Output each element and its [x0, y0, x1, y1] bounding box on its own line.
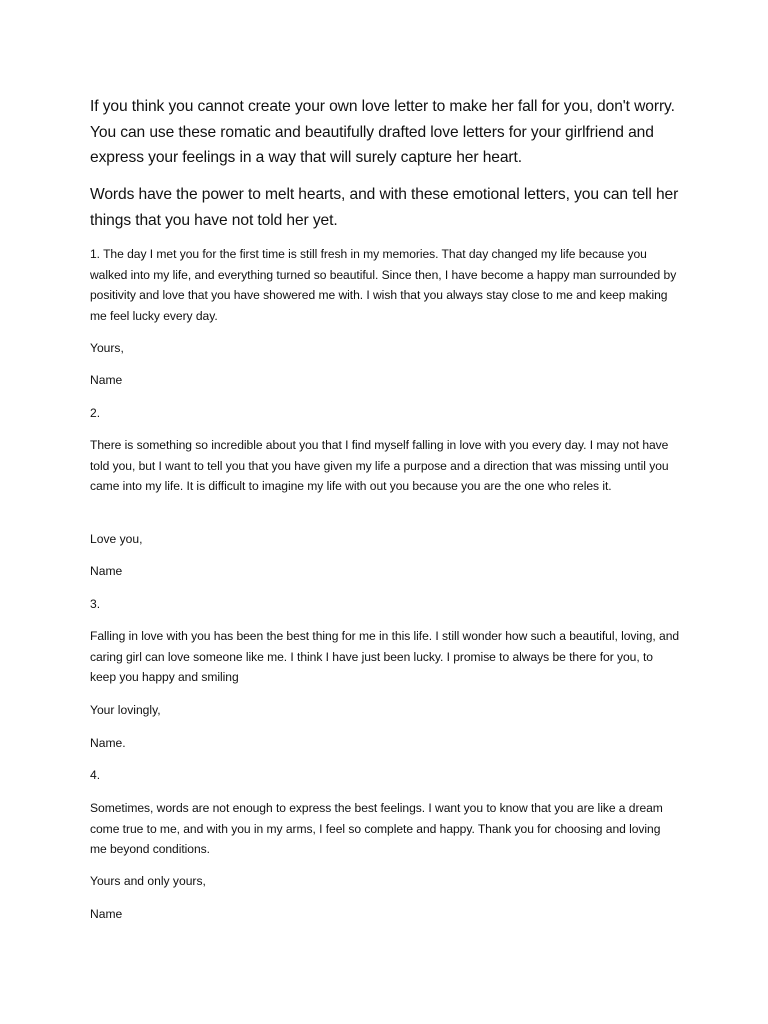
- letter-1-body: [90, 244, 680, 326]
- letter-2-body: There is something so incredible about you that I find myself falling in love with you every day. I may not have told you, but I want to tell you that you have given my life a purpose and a direction that was missing until you came into my life. It is difficult to imagine my life with out you because you are the one who reles it.: [90, 438, 669, 493]
- letter-1-number: 1.: [90, 247, 100, 261]
- letter-2-closing: Love you,: [90, 532, 143, 546]
- letter-4-body: Sometimes, words are not enough to express the best feelings. I want you to know that you are like a dream come true to me, and with you in my arms, I feel so complete and happy. Thank you for choosing and loving me beyond conditions.: [90, 801, 663, 856]
- letter-3-signature: Name.: [90, 736, 126, 750]
- intro-paragraph-1: If you think you cannot create your own love letter to make her fall for you, don't worry. You can use these romatic and beautifully drafted love letters for your girlfriend and express your feelings in a way that will surely capture her heart.: [90, 98, 675, 166]
- letter-3-number: 3.: [90, 597, 101, 611]
- letter-4-closing: Yours and only yours,: [90, 874, 206, 888]
- intro-paragraph-2: Words have the power to melt hearts, and with these emotional letters, you can tell her things that you have not told her yet.: [90, 186, 679, 229]
- letter-2-number: 2.: [90, 406, 101, 420]
- letter-3-body: Falling in love with you has been the best thing for me in this life. I still wonder how such a beautiful, loving, and caring girl can love someone like me. I think I have just been lucky. I promise to always be there for you, to keep you happy and smiling: [90, 629, 680, 684]
- letter-2-signature: Name: [90, 564, 123, 578]
- letter-3-closing: Your lovingly,: [90, 703, 161, 717]
- letter-4-signature: Name: [90, 907, 123, 921]
- letter-4-number: 4.: [90, 768, 101, 782]
- letter-1-text: The day I met you for the first time is still fresh in my memories. That day changed my life because you walked into my life, and everything turned so beautiful. Since then, I have become a happy man surrounded by positivity and love that you have showered me with. I wish that you always stay close to me and keep making me feel lucky every day.: [90, 247, 677, 323]
- letter-1-closing: Yours,: [90, 341, 124, 355]
- letter-1-signature: Name: [90, 373, 123, 387]
